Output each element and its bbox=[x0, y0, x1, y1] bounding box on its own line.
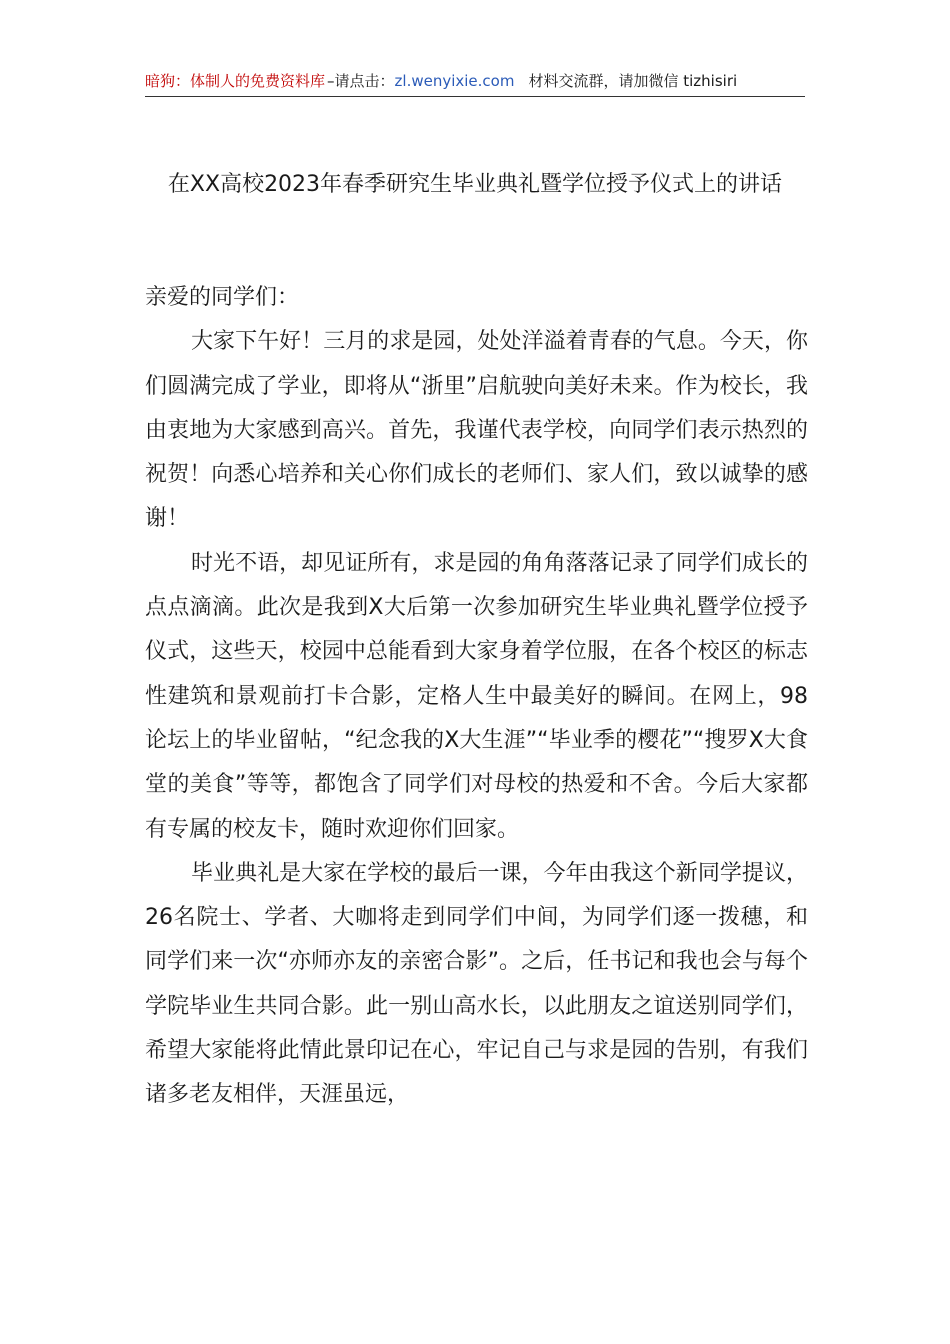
header-link[interactable]: zl.wenyixie.com bbox=[394, 72, 515, 90]
header-contact: 材料交流群，请加微信 tizhisiri bbox=[528, 72, 738, 90]
page-header bbox=[145, 70, 805, 97]
document-title: 在XX高校2023年春季研究生毕业典礼暨学位授予仪式上的讲话 bbox=[167, 172, 783, 197]
header-brand: 暗狗：体制人的免费资料库 bbox=[145, 72, 326, 90]
paragraph: 毕业典礼是大家在学校的最后一课，今年由我这个新同学提议，26名院士、学者、大咖将走到同学们中间，为同学们逐一拨穗，和同学们来一次“亦师亦友的亲密合影”。之后，任书记和我也会与每个学院毕业生共同合影。此一别山高水长，以此朋友之谊送别同学们，希望大家能将此情此景印记在心，牢记自己与求是园的告别，有我们诸多老友相伴，天涯虽远， bbox=[145, 860, 808, 1108]
paragraph: 大家下午好！三月的求是园，处处洋溢着青春的气息。今天，你们圆满完成了学业，即将从“浙里”启航驶向美好未来。作为校长，我由衷地为大家感到高兴。首先，我谨代表学校，向同学们表示热烈的祝贺！向悉心培养和关心你们成长的老师们、家人们，致以诚挚的感谢！ bbox=[145, 329, 808, 532]
paragraph: 时光不语，却见证所有，求是园的角角落落记录了同学们成长的点点滴滴。此次是我到X大后第一次参加研究生毕业典礼暨学位授予仪式，这些天，校园中总能看到大家身着学位服，在各个校区的标志性建筑和景观前打卡合影，定格人生中最美好的瞬间。在网上，98论坛上的毕业留帖，“纪念我的X大生涯”“毕业季的樱花”“搜罗X大食堂的美食”等等，都饱含了同学们对母校的热爱和不舍。今后大家都有专属的校友卡，随时欢迎你们回家。 bbox=[145, 550, 808, 842]
document-body bbox=[145, 276, 808, 1118]
header-prompt: –请点击： bbox=[327, 72, 395, 90]
salutation: 亲爱的同学们： bbox=[145, 285, 300, 310]
